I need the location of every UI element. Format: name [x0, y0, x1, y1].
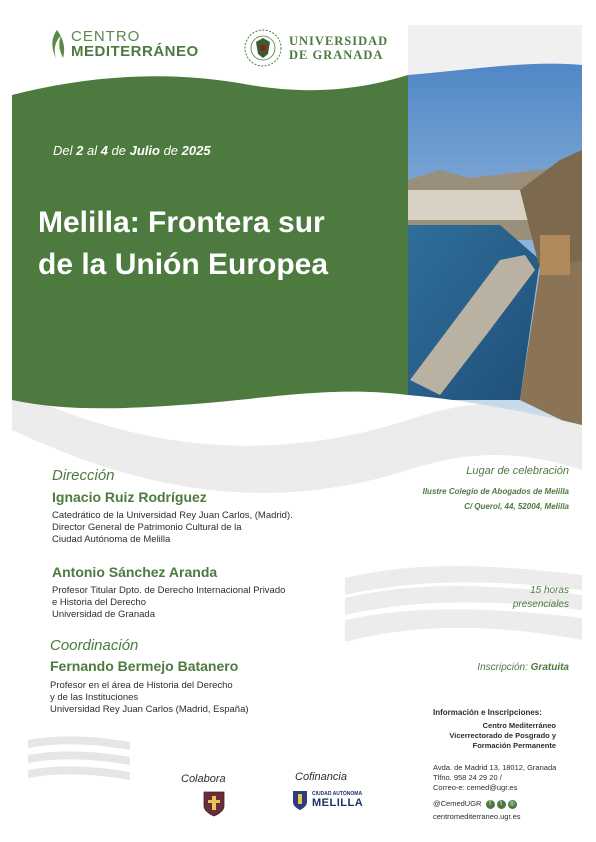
- website-link[interactable]: centromediterraneo.ugr.es: [433, 812, 521, 821]
- melilla-photo: [408, 60, 588, 430]
- venue-address: C/ Querol, 44, 52004, Melilla: [464, 502, 569, 511]
- title-line-2: de la Unión Europea: [38, 248, 329, 281]
- colegio-abogados-crest-icon: [200, 788, 228, 818]
- colabora-label: Colabora: [181, 773, 226, 785]
- hours-block: [513, 585, 569, 610]
- dates-text-1: Del: [53, 143, 77, 158]
- coordinator-description: [50, 680, 249, 716]
- director-1-line: Ciudad Autónoma de Melilla: [52, 534, 171, 545]
- month: Julio: [129, 143, 160, 158]
- venue-heading: Lugar de celebración: [466, 465, 569, 477]
- contact-organization: [449, 721, 556, 751]
- coordinator-line: Universidad Rey Juan Carlos (Madrid, España): [50, 704, 249, 715]
- melilla-logo[interactable]: [291, 789, 363, 811]
- hours-line-2: presenciales: [512, 599, 569, 610]
- inscripcion-value: Gratuita: [530, 662, 569, 673]
- director-2-line: Universidad de Granada: [52, 609, 155, 620]
- melilla-wordmark: [312, 791, 363, 809]
- melilla-crest-icon: [291, 789, 309, 811]
- inscripcion-label: Inscripción:: [477, 662, 528, 673]
- page-title: [38, 202, 408, 286]
- hours-line-1: 15 horas: [530, 585, 569, 596]
- cm-line2: MEDITERRÁNEO: [71, 42, 199, 60]
- twitter-icon[interactable]: t: [497, 800, 506, 809]
- contact-details: [433, 763, 556, 793]
- director-2-line: e Historia del Derecho: [52, 597, 146, 608]
- dates-text-3: de: [107, 143, 130, 158]
- melilla-big-text: MELILLA: [312, 797, 364, 809]
- director-1-line: Catedrático de la Universidad Rey Juan Carlos, (Madrid).: [52, 510, 293, 521]
- coordinator-line: Profesor en el área de Historia del Derecho: [50, 680, 233, 691]
- flame-icon: [47, 28, 67, 60]
- start-day: 2: [76, 143, 84, 158]
- contact-org-line: Formación Permanente: [472, 741, 556, 750]
- year: 2025: [181, 143, 211, 158]
- director-2-description: [52, 585, 285, 621]
- instagram-icon[interactable]: ◎: [509, 800, 515, 807]
- social-row: [433, 799, 517, 809]
- facebook-icon[interactable]: f: [486, 800, 495, 809]
- coordinator-name: Fernando Bermejo Batanero: [50, 658, 239, 674]
- event-dates: [53, 143, 211, 158]
- venue-name: Ilustre Colegio de Abogados de Melilla: [422, 487, 569, 496]
- grey-wave-left-3: [28, 766, 130, 780]
- contact-phone: Tlfno. 958 24 29 20 /: [433, 773, 502, 782]
- cm-line1: CENTRO: [71, 27, 141, 45]
- director-1-name: Ignacio Ruiz Rodríguez: [52, 489, 207, 505]
- director-2-name: Antonio Sánchez Aranda: [52, 564, 218, 580]
- dates-text-2: al: [83, 143, 101, 158]
- director-1-line: Director General de Patrimonio Cultural de la: [52, 522, 242, 533]
- end-day: 4: [100, 143, 108, 158]
- ugr-seal-icon: [243, 28, 283, 68]
- ugr-line2: DE GRANADA: [289, 47, 384, 62]
- contact-email[interactable]: Correo-e: cemed@ugr.es: [433, 783, 518, 792]
- centro-mediterraneo-logo[interactable]: [47, 28, 199, 60]
- contact-org-line: Vicerrectorado de Posgrado y: [449, 731, 556, 740]
- cofinancia-label: Cofinancia: [295, 771, 347, 783]
- melilla-small-text: CIUDAD AUTÓNOMA: [312, 791, 363, 797]
- ugr-line1: UNIVERSIDAD: [289, 33, 389, 48]
- universidad-granada-logo[interactable]: [243, 28, 388, 68]
- grey-wave-left-1: [28, 736, 130, 750]
- director-1-description: [52, 510, 293, 546]
- contact-heading: Información e Inscripciones:: [433, 708, 542, 717]
- centro-mediterraneo-wordmark: [71, 29, 199, 60]
- social-handle[interactable]: @CemedUGR: [433, 799, 482, 808]
- grey-wave-left-2: [28, 751, 130, 765]
- grey-wave-right-3: [345, 609, 582, 642]
- direccion-heading: Dirección: [52, 467, 115, 484]
- inscripcion-block: [477, 662, 569, 673]
- title-line-1: Melilla: Frontera sur: [38, 206, 325, 239]
- coordinacion-heading: Coordinación: [50, 637, 139, 654]
- contact-address: Avda. de Madrid 13, 18012, Granada: [433, 763, 557, 772]
- contact-org-line: Centro Mediterráneo: [482, 721, 556, 730]
- coordinator-line: y de las Instituciones: [50, 692, 139, 703]
- director-2-line: Profesor Titular Dpto. de Derecho Internacional Privado: [52, 585, 286, 596]
- ugr-wordmark: [289, 35, 388, 62]
- dates-text-4: de: [159, 143, 182, 158]
